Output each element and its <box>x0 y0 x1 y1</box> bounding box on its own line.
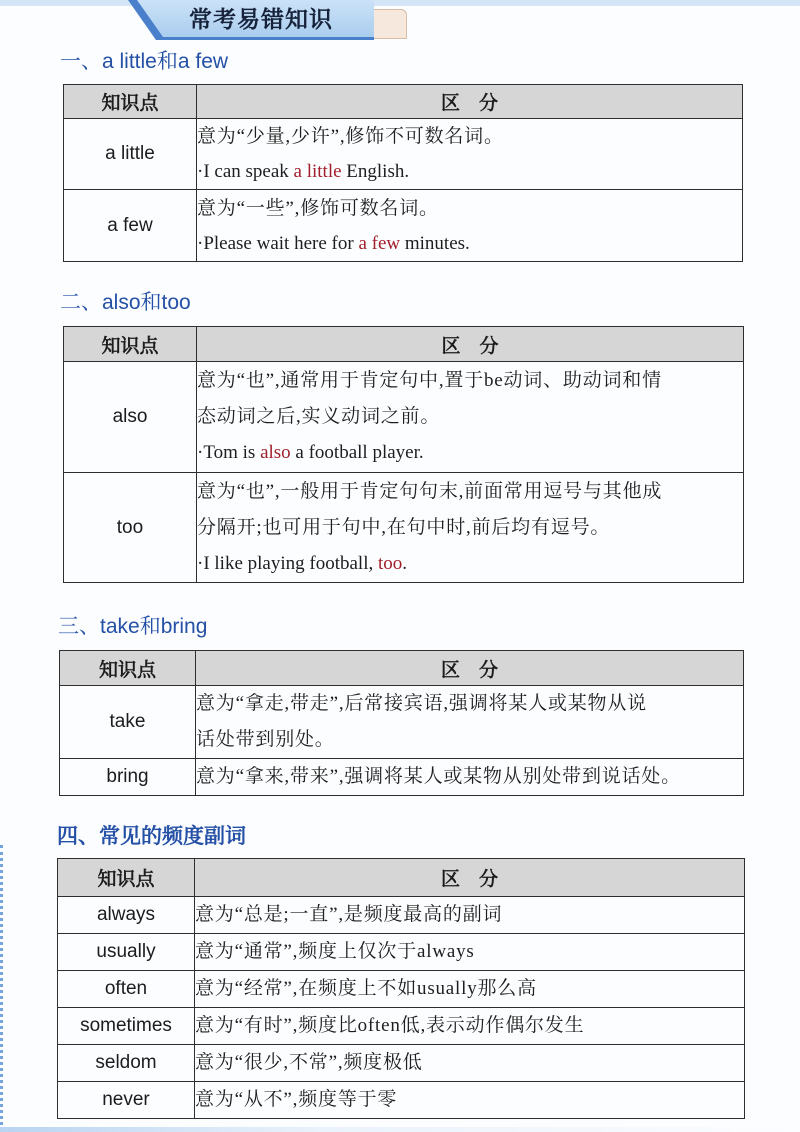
example-sentence <box>197 546 743 582</box>
meaning-line: 意为“拿走,带走”,后常接宾语,强调将某人或某物从说 <box>196 693 647 714</box>
table-row-take <box>60 686 744 759</box>
table-frequency-adverbs <box>57 858 745 1119</box>
term-often: often <box>58 971 195 1008</box>
description-a-little <box>197 119 743 190</box>
table-row-usually <box>58 934 745 971</box>
meaning-line: 意为“少量,少许”,修饰不可数名词。 <box>197 126 504 147</box>
table-row-bring <box>60 759 744 796</box>
table-row-sometimes <box>58 1008 745 1045</box>
table-row-often <box>58 971 745 1008</box>
example-text-before: ·I like playing football, <box>197 552 378 574</box>
example-sentence <box>197 226 742 261</box>
example-sentence <box>197 154 742 189</box>
section-heading-take-bring: 三、take和bring <box>58 615 208 638</box>
table-row-never <box>58 1082 745 1119</box>
bottom-band-decoration <box>0 1127 800 1132</box>
example-text-after: minutes. <box>400 232 470 254</box>
header-knowledge-point: 知识点 <box>64 327 197 362</box>
meaning-line: 意为“一些”,修饰可数名词。 <box>197 197 439 219</box>
description-seldom <box>195 1045 745 1082</box>
header-distinction: 区 分 <box>195 859 745 897</box>
description-often <box>195 971 745 1008</box>
term-sometimes: sometimes <box>58 1008 195 1045</box>
table-row-always <box>58 897 745 934</box>
example-text-before: ·Please wait here for <box>197 232 359 254</box>
description-usually <box>195 934 745 971</box>
term-bring: bring <box>60 759 196 796</box>
term-always: always <box>58 897 195 934</box>
term-take: take <box>60 686 196 759</box>
top-band-decoration <box>0 0 800 6</box>
description-a-few <box>197 190 743 262</box>
header-distinction: 区 分 <box>196 651 744 686</box>
term-a-little: a little <box>64 119 197 190</box>
description-always <box>195 897 745 934</box>
table-row-too <box>64 473 744 583</box>
description-also <box>197 362 744 473</box>
example-text-after: a football player. <box>290 442 424 463</box>
description-sometimes <box>195 1008 745 1045</box>
meaning-line: 意为“经常”,在频度上不如usually那么高 <box>195 978 537 999</box>
term-too: too <box>64 473 197 583</box>
meaning-line: 意为“拿来,带来”,强调将某人或某物从别处带到说话处。 <box>196 766 681 787</box>
term-a-few: a few <box>64 190 197 262</box>
description-bring <box>196 759 744 796</box>
meaning-line: 意为“从不”,频度等于零 <box>195 1089 398 1110</box>
meaning-line: 态动词之后,实义动词之前。 <box>197 406 441 427</box>
table-row-also <box>64 362 744 473</box>
example-highlight: too <box>377 552 403 574</box>
description-too <box>197 473 744 583</box>
example-highlight: a few <box>358 232 401 254</box>
header-distinction: 区 分 <box>197 85 743 119</box>
description-take <box>196 686 744 759</box>
meaning-line: 话处带到别处。 <box>196 729 335 750</box>
term-also: also <box>64 362 197 473</box>
meaning-line: 分隔开;也可用于句中,在句中时,前后均有逗号。 <box>197 516 611 538</box>
header-knowledge-point: 知识点 <box>60 651 196 686</box>
table-also-too <box>63 326 744 583</box>
table-header-row <box>58 859 745 897</box>
example-sentence <box>197 435 743 471</box>
meaning-line: 意为“也”,一般用于肯定句句末,前面常用逗号与其他成 <box>197 480 663 502</box>
section-heading-also-too: 二、also和too <box>60 291 191 314</box>
header-distinction: 区 分 <box>197 327 744 362</box>
meaning-line: 意为“很少,不常”,频度极低 <box>195 1052 423 1073</box>
table-header-row <box>64 327 744 362</box>
meaning-line: 意为“通常”,频度上仅次于always <box>195 941 475 962</box>
header-knowledge-point: 知识点 <box>58 859 195 897</box>
banner-tab-end <box>374 9 407 39</box>
table-row-a-few <box>64 190 743 262</box>
example-text-before: ·Tom is <box>197 442 261 463</box>
table-header-row <box>64 85 743 119</box>
term-never: never <box>58 1082 195 1119</box>
example-highlight: a little <box>293 161 342 182</box>
term-usually: usually <box>58 934 195 971</box>
table-take-bring <box>59 650 744 796</box>
section-heading-frequency-adverbs: 四、常见的频度副词 <box>57 825 246 848</box>
meaning-line: 意为“也”,通常用于肯定句中,置于be动词、助动词和情 <box>197 370 662 391</box>
banner-title: 常考易错知识 <box>189 6 333 32</box>
section-heading-a-little-a-few: 一、a little和a few <box>60 50 229 73</box>
table-a-little-a-few <box>63 84 743 262</box>
example-text-before: ·I can speak <box>197 161 294 182</box>
description-never <box>195 1082 745 1119</box>
term-seldom: seldom <box>58 1045 195 1082</box>
table-row-a-little <box>64 119 743 190</box>
example-text-after: . <box>402 552 408 574</box>
table-header-row <box>60 651 744 686</box>
table-row-seldom <box>58 1045 745 1082</box>
page-edge-decoration <box>0 845 3 1132</box>
example-highlight: also <box>260 442 291 463</box>
meaning-line: 意为“有时”,频度比often低,表示动作偶尔发生 <box>195 1015 585 1036</box>
header-knowledge-point: 知识点 <box>64 85 197 119</box>
example-text-after: English. <box>341 161 410 182</box>
meaning-line: 意为“总是;一直”,是频度最高的副词 <box>195 904 503 925</box>
